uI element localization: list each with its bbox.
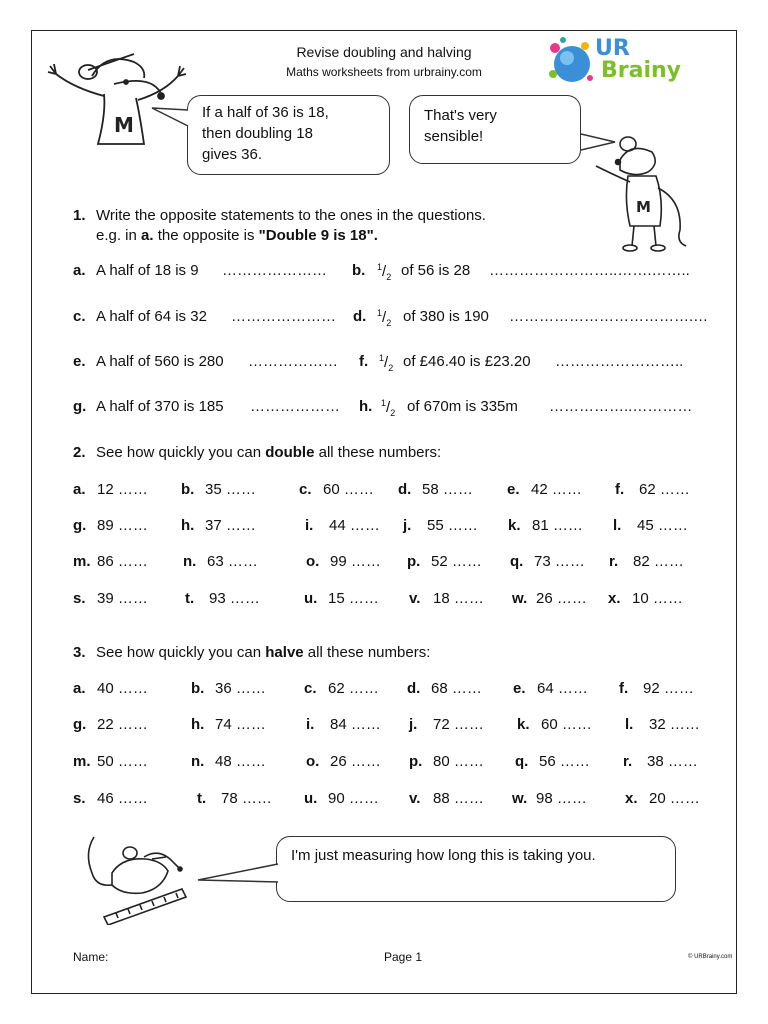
q2-item-label: x. bbox=[608, 590, 621, 607]
q3-item-answer[interactable]: 74 …… bbox=[215, 716, 266, 733]
q3-item-answer[interactable]: 88 …… bbox=[433, 790, 484, 807]
q2-item-label: t. bbox=[185, 590, 195, 607]
q2-item-answer[interactable]: 89 …… bbox=[97, 517, 148, 534]
q3-item-answer[interactable]: 92 …… bbox=[643, 680, 694, 697]
q3-item-answer[interactable]: 60 …… bbox=[541, 716, 592, 733]
q2-item-label: k. bbox=[508, 517, 521, 534]
q2-item-answer[interactable]: 86 …… bbox=[97, 553, 148, 570]
q3-item-answer[interactable]: 72 …… bbox=[433, 716, 484, 733]
q3-item-label: l. bbox=[625, 716, 634, 733]
q3-item-answer[interactable]: 26 …… bbox=[330, 753, 381, 770]
q3-item-label: d. bbox=[407, 680, 421, 697]
half-fraction: $^1/_2$ bbox=[377, 308, 392, 328]
logo-ur: UR bbox=[595, 36, 630, 61]
q3-item-label: h. bbox=[191, 716, 205, 733]
q3-item-label: r. bbox=[623, 753, 633, 770]
mouse-pointing-illustration bbox=[590, 130, 700, 255]
q3-item-label: e. bbox=[513, 680, 526, 697]
q3-number: 3. bbox=[73, 644, 86, 661]
q2-item-answer[interactable]: 26 …… bbox=[536, 590, 587, 607]
name-label: Name: bbox=[73, 950, 109, 964]
answer-line[interactable]: …………………….. bbox=[555, 353, 684, 370]
q3-item-label: t. bbox=[197, 790, 207, 807]
q2-item-answer[interactable]: 63 …… bbox=[207, 553, 258, 570]
q3-item-label: n. bbox=[191, 753, 205, 770]
q2-item-answer[interactable]: 39 …… bbox=[97, 590, 148, 607]
q3-item-label: b. bbox=[191, 680, 205, 697]
q3-item-label: w. bbox=[512, 790, 528, 807]
q3-item-label: p. bbox=[409, 753, 423, 770]
bubble-left-line-1: If a half of 36 is 18, bbox=[202, 104, 329, 121]
q2-item-answer[interactable]: 73 …… bbox=[534, 553, 585, 570]
q3-item-answer[interactable]: 32 …… bbox=[649, 716, 700, 733]
q2-item-label: d. bbox=[398, 481, 412, 498]
q2-item-label: v. bbox=[409, 590, 421, 607]
q2-item-answer[interactable]: 42 …… bbox=[531, 481, 582, 498]
q2-item-label: h. bbox=[181, 517, 195, 534]
half-fraction: $^1/_2$ bbox=[381, 398, 396, 418]
q3-item-label: k. bbox=[517, 716, 530, 733]
bubble-left-line-3: gives 36. bbox=[202, 146, 263, 163]
q3-item-label: x. bbox=[625, 790, 638, 807]
worksheet-title: Revise doubling and halving bbox=[296, 44, 472, 60]
mouse-measuring-illustration bbox=[82, 833, 194, 925]
q2-item-answer[interactable]: 15 …… bbox=[328, 590, 379, 607]
q3-item-answer[interactable]: 36 …… bbox=[215, 680, 266, 697]
q3-item-answer[interactable]: 64 …… bbox=[537, 680, 588, 697]
copyright-notice: © URBrainy.com bbox=[688, 954, 733, 960]
q3-item-answer[interactable]: 56 …… bbox=[539, 753, 590, 770]
q3-item-answer[interactable]: 90 …… bbox=[328, 790, 379, 807]
page-number: Page 1 bbox=[384, 950, 423, 964]
q2-item-answer[interactable]: 99 …… bbox=[330, 553, 381, 570]
q3-item-label: s. bbox=[73, 790, 86, 807]
q3-item-answer[interactable]: 40 …… bbox=[97, 680, 148, 697]
q2-item-answer[interactable]: 12 …… bbox=[97, 481, 148, 498]
answer-line[interactable]: ……………………..…….…….. bbox=[489, 262, 690, 279]
half-fraction: $^1/_2$ bbox=[379, 353, 394, 373]
q2-item-answer[interactable]: 82 …… bbox=[633, 553, 684, 570]
speech-bubble-right bbox=[409, 95, 581, 164]
q1-item-text: of 380 is 190 bbox=[403, 308, 489, 325]
bubble-bottom-text: I'm just measuring how long this is taking you. bbox=[291, 847, 596, 864]
q3-item-label: m. bbox=[73, 753, 91, 770]
q2-item-answer[interactable]: 62 …… bbox=[639, 481, 690, 498]
bubble-right-line-2: sensible! bbox=[424, 128, 484, 145]
q1-item-label: c. bbox=[73, 308, 86, 325]
q3-item-label: f. bbox=[619, 680, 629, 697]
q2-item-label: s. bbox=[73, 590, 86, 607]
q2-item-label: u. bbox=[304, 590, 318, 607]
bubble-right-line-1: That's very bbox=[424, 107, 497, 124]
q1-item-text: A half of 18 is 9 bbox=[96, 262, 199, 279]
q3-item-answer[interactable]: 84 …… bbox=[330, 716, 381, 733]
bubble-left-line-2: then doubling 18 bbox=[202, 125, 313, 142]
q2-item-label: m. bbox=[73, 553, 91, 570]
worksheet-subtitle: Maths worksheets from urbrainy.com bbox=[286, 65, 482, 79]
logo-brainy: Brainy bbox=[601, 58, 682, 83]
q2-item-answer[interactable]: 58 …… bbox=[422, 481, 473, 498]
urbrainy-logo bbox=[545, 34, 695, 92]
q2-item-answer[interactable]: 52 …… bbox=[431, 553, 482, 570]
answer-line[interactable]: ……………… bbox=[250, 398, 340, 415]
answer-line[interactable]: ……………… bbox=[248, 353, 338, 370]
q1-item-label: b. bbox=[352, 262, 366, 279]
q2-item-label: w. bbox=[512, 590, 528, 607]
q3-item-label: o. bbox=[306, 753, 320, 770]
q3-item-answer[interactable]: 48 …… bbox=[215, 753, 266, 770]
q3-item-label: j. bbox=[409, 716, 418, 733]
q2-item-label: f. bbox=[615, 481, 625, 498]
q2-item-label: a. bbox=[73, 481, 86, 498]
q3-item-answer[interactable]: 98 …… bbox=[536, 790, 587, 807]
half-fraction: $^1/_2$ bbox=[377, 262, 392, 282]
q2-item-answer[interactable]: 45 …… bbox=[637, 517, 688, 534]
q3-item-label: u. bbox=[304, 790, 318, 807]
q2-item-label: b. bbox=[181, 481, 195, 498]
q3-item-label: v. bbox=[409, 790, 421, 807]
q3-item-label: g. bbox=[73, 716, 87, 733]
q3-item-answer[interactable]: 46 …… bbox=[97, 790, 148, 807]
q1-item-text: A half of 370 is 185 bbox=[96, 398, 224, 415]
q2-item-answer[interactable]: 93 …… bbox=[209, 590, 260, 607]
q3-item-label: i. bbox=[306, 716, 315, 733]
q2-item-answer[interactable]: 10 …… bbox=[632, 590, 683, 607]
q2-item-label: j. bbox=[403, 517, 412, 534]
answer-line[interactable]: ……………..………… bbox=[549, 398, 693, 415]
q3-item-answer[interactable]: 22 …… bbox=[97, 716, 148, 733]
answer-line[interactable]: ………………… bbox=[222, 262, 327, 279]
q1-item-label: d. bbox=[353, 308, 367, 325]
q2-number: 2. bbox=[73, 444, 86, 461]
q2-item-label: p. bbox=[407, 553, 421, 570]
q1-instruction: Write the opposite statements to the ones in the questions. bbox=[96, 207, 486, 224]
q1-example: e.g. in a. the opposite is "Double 9 is 18". bbox=[96, 227, 378, 244]
q2-item-answer[interactable]: 55 …… bbox=[427, 517, 478, 534]
svg-text:M: M bbox=[114, 113, 134, 137]
q2-item-label: c. bbox=[299, 481, 312, 498]
q1-item-text: of £46.40 is £23.20 bbox=[403, 353, 531, 370]
q1-item-text: A half of 560 is 280 bbox=[96, 353, 224, 370]
q3-item-answer[interactable]: 38 …… bbox=[647, 753, 698, 770]
q3-item-label: a. bbox=[73, 680, 86, 697]
q3-item-answer[interactable]: 62 …… bbox=[328, 680, 379, 697]
q1-number: 1. bbox=[73, 207, 86, 224]
q1-item-label: h. bbox=[359, 398, 373, 415]
q3-item-answer[interactable]: 78 …… bbox=[221, 790, 272, 807]
q2-item-label: e. bbox=[507, 481, 520, 498]
q1-item-label: g. bbox=[73, 398, 87, 415]
q2-item-label: r. bbox=[609, 553, 619, 570]
q2-instruction: See how quickly you can double all these numbers: bbox=[96, 444, 442, 461]
speech-bubble-left-tail bbox=[150, 100, 190, 140]
q1-item-text: A half of 64 is 32 bbox=[96, 308, 207, 325]
q3-item-answer[interactable]: 68 …… bbox=[431, 680, 482, 697]
q2-item-label: l. bbox=[613, 517, 622, 534]
q2-item-answer[interactable]: 81 …… bbox=[532, 517, 583, 534]
q2-item-label: n. bbox=[183, 553, 197, 570]
q2-item-label: q. bbox=[510, 553, 524, 570]
q2-item-label: o. bbox=[306, 553, 320, 570]
answer-line[interactable]: ……………………………….… bbox=[509, 308, 709, 325]
q1-item-label: e. bbox=[73, 353, 86, 370]
q2-item-answer[interactable]: 60 …… bbox=[323, 481, 374, 498]
q3-item-answer[interactable]: 20 …… bbox=[649, 790, 700, 807]
q2-item-answer[interactable]: 18 …… bbox=[433, 590, 484, 607]
q1-item-label: f. bbox=[359, 353, 369, 370]
q2-item-label: g. bbox=[73, 517, 87, 534]
answer-line[interactable]: ………………… bbox=[231, 308, 336, 325]
q2-item-answer[interactable]: 37 …… bbox=[205, 517, 256, 534]
speech-bubble-bottom bbox=[276, 836, 676, 902]
q1-item-text: of 56 is 28 bbox=[401, 262, 471, 279]
q3-item-label: q. bbox=[515, 753, 529, 770]
q2-item-answer[interactable]: 35 …… bbox=[205, 481, 256, 498]
q3-item-answer[interactable]: 50 …… bbox=[97, 753, 148, 770]
speech-bubble-bottom-tail bbox=[196, 860, 280, 890]
q2-item-answer[interactable]: 44 …… bbox=[329, 517, 380, 534]
q3-item-answer[interactable]: 80 …… bbox=[433, 753, 484, 770]
q3-item-label: c. bbox=[304, 680, 317, 697]
svg-text:M: M bbox=[636, 198, 651, 216]
q1-item-label: a. bbox=[73, 262, 86, 279]
q1-item-text: of 670m is 335m bbox=[407, 398, 518, 415]
speech-bubble-left bbox=[187, 95, 390, 175]
q2-item-label: i. bbox=[305, 517, 314, 534]
q3-instruction: See how quickly you can halve all these numbers: bbox=[96, 644, 431, 661]
